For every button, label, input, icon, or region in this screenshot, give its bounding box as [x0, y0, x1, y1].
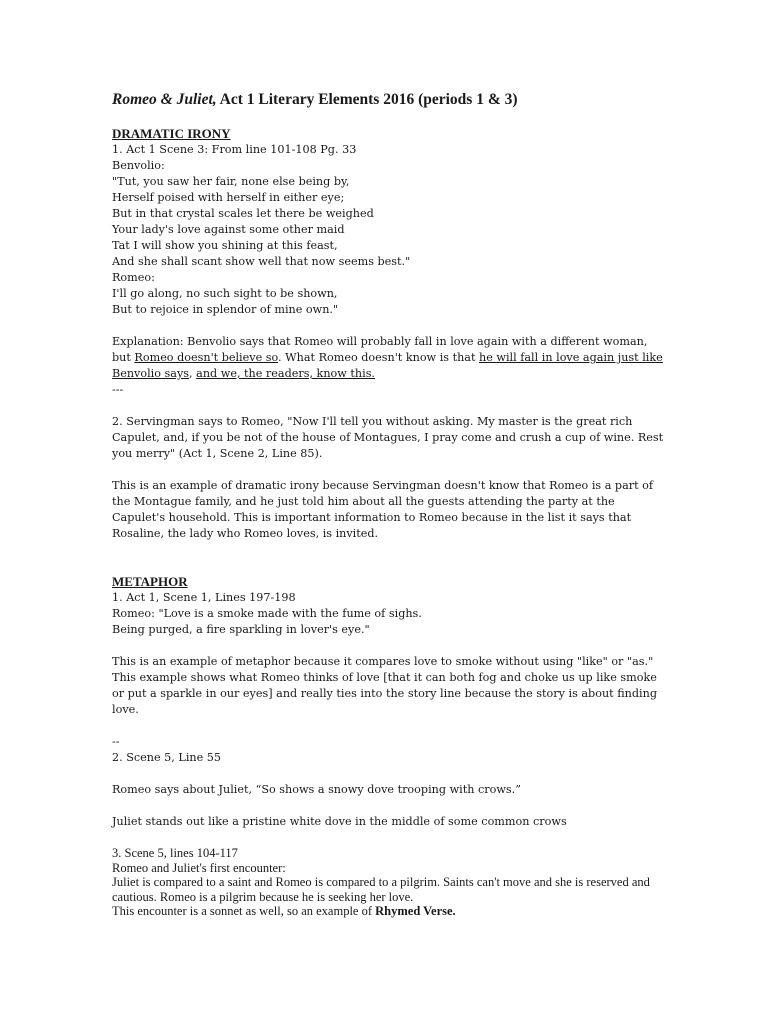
item-reference: 2. Scene 5, Line 55 [112, 751, 222, 764]
section-heading-dramatic-irony: DRAMATIC IRONY [112, 126, 231, 141]
separator: -- [112, 735, 120, 748]
underlined-text: he will fall in love again just like [479, 351, 663, 364]
explanation-line: Explanation: Benvolio says that Romeo will probably fall in love again with a different woman, [112, 335, 648, 348]
quote-line: Your lady's love against some other maid [112, 223, 345, 236]
explanation-line: Capulet's household. This is important information to Romeo because in the list it says that [112, 511, 632, 524]
document-page [112, 91, 664, 919]
quote-line: Being purged, a fire sparkling in lover's eye." [112, 623, 370, 636]
explanation-line: This is an example of metaphor because it compares love to smoke without using "like" or "as." [112, 655, 654, 668]
item-text-line: Juliet is compared to a saint and Romeo is compared to a pilgrim. Saints can't move and she is reserved and [112, 875, 650, 889]
explanation-line [112, 366, 657, 382]
explanation-line [112, 350, 663, 366]
explanation-line: Juliet stands out like a pristine white dove in the middle of some common crows [112, 815, 567, 828]
document-title [112, 92, 657, 108]
item-text-line: you merry" (Act 1, Scene 2, Line 85). [112, 447, 323, 460]
bold-term: Rhymed Verse. [375, 904, 456, 918]
item-text-line: Capulet, and, if you be not of the house of Montagues, I pray come and crush a cup of wine. Rest [112, 431, 664, 444]
quote-line: "Tut, you saw her fair, none else being by, [112, 175, 350, 188]
item-text-line: cautious. Romeo is a pilgrim because he is seeking her love. [112, 889, 414, 904]
title-rest: Act 1 Literary Elements 2016 (periods 1 & 3) [216, 91, 518, 108]
quote-line: Romeo: "Love is a smoke made with the fume of sighs. [112, 607, 422, 620]
underlined-text: and we, the readers, know this. [196, 367, 375, 380]
quote-line: Romeo says about Juliet, “So shows a snowy dove trooping with crows.” [112, 783, 521, 796]
explanation-line: love. [112, 703, 139, 716]
speaker-label: Romeo: [112, 271, 155, 284]
quote-line: Tat I will show you shining at this feast, [112, 239, 338, 252]
explanation-line: the Montague family, and he just told him about all the guests attending the party at the [112, 495, 615, 508]
text-run: , [189, 367, 197, 380]
separator: --- [112, 383, 124, 396]
section-heading-metaphor: METAPHOR [112, 574, 188, 589]
item-text-line: 2. Servingman says to Romeo, "Now I'll tell you without asking. My master is the great rich [112, 415, 633, 428]
explanation-line: This example shows what Romeo thinks of love [that it can both fog and choke us up like smoke [112, 671, 657, 684]
item-reference: 3. Scene 5, lines 104-117 [112, 846, 238, 860]
quote-line: Herself poised with herself in either eye; [112, 191, 345, 204]
item-text-line [112, 904, 657, 919]
item-reference: 1. Act 1 Scene 3: From line 101-108 Pg. 33 [112, 143, 357, 156]
explanation-line: or put a sparkle in our eyes] and really ties into the story line because the story is about finding [112, 687, 657, 700]
quote-line: But in that crystal scales let there be weighed [112, 207, 374, 220]
quote-line: I'll go along, no such sight to be shown, [112, 287, 338, 300]
speaker-label: Benvolio: [112, 159, 165, 172]
explanation-line: This is an example of dramatic irony because Servingman doesn't know that Romeo is a part of [112, 479, 654, 492]
item-reference: 1. Act 1, Scene 1, Lines 197-198 [112, 591, 296, 604]
quote-line: And she shall scant show well that now seems best." [112, 255, 411, 268]
underlined-text: Romeo doesn't believe so [134, 351, 279, 364]
item-text-line: Romeo and Juliet's first encounter: [112, 860, 286, 875]
underlined-text: Benvolio says [112, 367, 190, 380]
quote-line: But to rejoice in splendor of mine own." [112, 303, 339, 316]
text-run: but [112, 351, 135, 364]
explanation-line: Rosaline, the lady who Romeo loves, is invited. [112, 527, 379, 540]
title-italic: Romeo & Juliet, [112, 91, 217, 108]
item-3-block [112, 846, 657, 919]
text-run: This encounter is a sonnet as well, so an example of [112, 904, 376, 918]
text-run: . What Romeo doesn't know is that [278, 351, 479, 364]
